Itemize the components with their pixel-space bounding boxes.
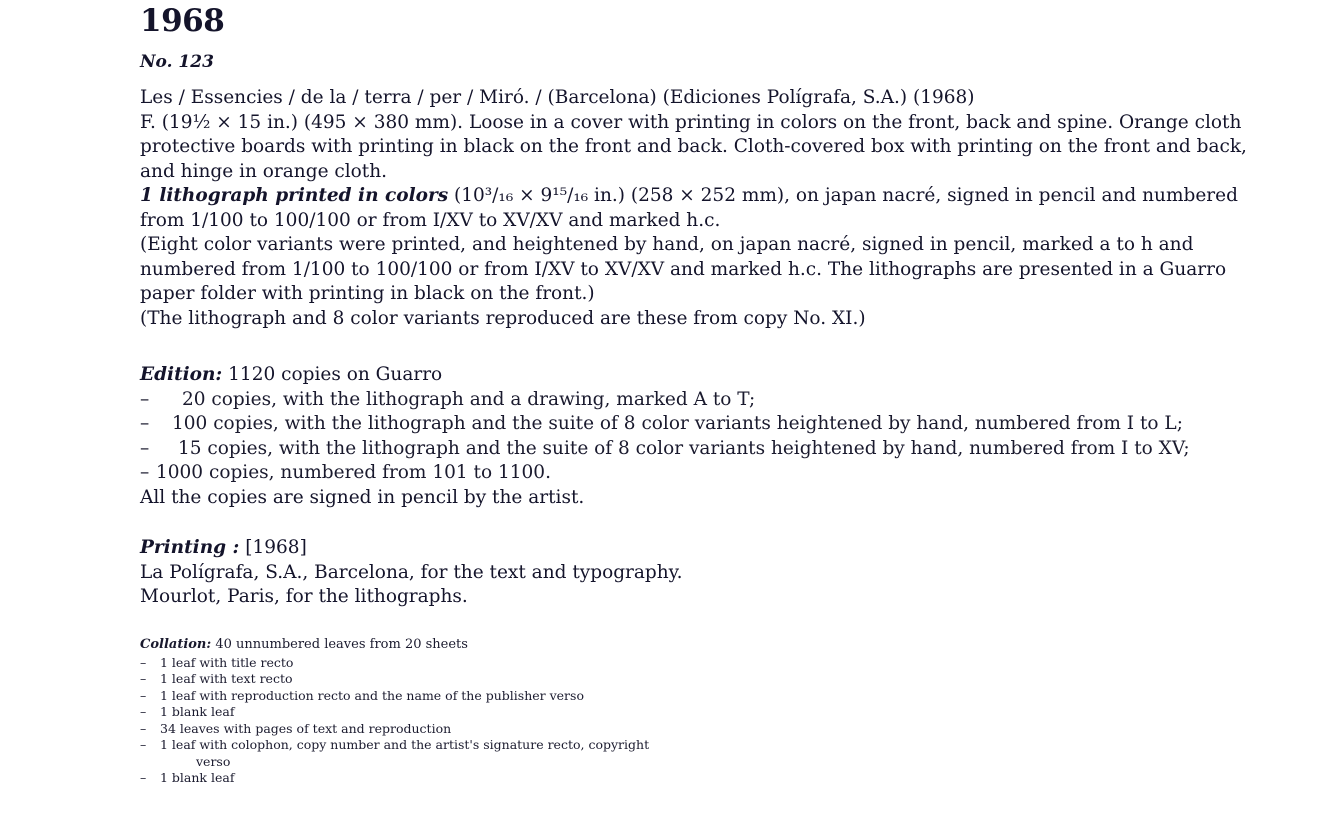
catalogue-entry [140, 0, 1270, 787]
title-line: Les / Essencies / de la / terra / per / Miró. / (Barcelona) (Ediciones Polígrafa, S.A.) (1968) [140, 87, 975, 108]
collation-block [140, 636, 1270, 787]
list-item [140, 688, 1270, 705]
dash-icon: – [140, 671, 147, 686]
lithograph-text: (10³/₁₆ × 9¹⁵/₁₆ in.) (258 × 252 mm), on japan nacré, signed in pencil and numbered from 1/100 to 100/100 or from I/XV to XV/XV and marked h.c. [140, 185, 1238, 231]
edition-item-text: 20 copies, with the lithograph and a drawing, marked A to T; [182, 388, 756, 410]
list-item [140, 412, 1270, 437]
printing-label: Printing : [140, 537, 240, 558]
lithograph-label: 1 lithograph printed in colors [140, 185, 449, 206]
edition-item-text: 1000 copies, numbered from 101 to 1100. [156, 462, 551, 483]
collation-value: 40 unnumbered leaves from 20 sheets [215, 636, 468, 652]
edition-line [140, 363, 1270, 388]
edition-block [140, 363, 1270, 510]
edition-label: Edition: [140, 364, 223, 385]
dash-icon: – [140, 388, 150, 410]
list-item [140, 655, 1270, 672]
list-item [140, 437, 1270, 462]
edition-list [140, 388, 1270, 486]
list-item [140, 671, 1270, 688]
printing-value: [1968] [245, 537, 307, 558]
title-block [140, 86, 1270, 331]
collation-label: Collation: [140, 636, 212, 652]
list-item [140, 770, 1270, 787]
dash-icon: – [140, 737, 147, 752]
lithograph-line [140, 184, 1270, 233]
collation-item-text: 1 leaf with reproduction recto and the name of the publisher verso [160, 687, 584, 703]
dash-icon: – [140, 720, 147, 736]
list-item [140, 704, 1270, 721]
edition-value: 1120 copies on Guarro [228, 364, 443, 385]
catalogue-number: No. 123 [140, 52, 214, 72]
collation-list [140, 655, 1270, 787]
page-title: 1968 [140, 3, 225, 39]
collation-line [140, 636, 1270, 653]
physical-description: F. (19½ × 15 in.) (495 × 380 mm). Loose in a cover with printing in colors on the front, back and spine. Orange cloth protective boards with printing in black on the front and back. Cloth-covered box with printing on the front and back, and hinge in orange cloth. [140, 111, 1247, 182]
collation-item-main: 1 leaf with colophon, copy number and the artist's signature recto, copyright [160, 737, 650, 752]
list-item [140, 461, 1270, 486]
spacer [140, 331, 1270, 347]
list-item [140, 737, 1270, 770]
collation-item-text: 34 leaves with pages of text and reproduction [160, 720, 452, 736]
edition-item-text: 100 copies, with the lithograph and the suite of 8 color variants heightened by hand, numbered from I to L; [172, 413, 1183, 434]
printing-detail: Mourlot, Paris, for the lithographs. [140, 586, 468, 607]
dash-icon: – [140, 704, 147, 719]
dash-icon: – [140, 462, 150, 483]
list-item [140, 388, 1270, 413]
dash-icon: – [140, 770, 147, 785]
dash-icon: – [140, 437, 150, 459]
printing-detail: La Polígrafa, S.A., Barcelona, for the text and typography. [140, 561, 683, 583]
dash-icon: – [140, 654, 147, 670]
collation-item-text: 1 leaf with text recto [160, 671, 293, 686]
reproduction-note: (The lithograph and 8 color variants reproduced are these from copy No. XI.) [140, 307, 866, 329]
dash-icon: – [140, 413, 150, 434]
collation-item-text: 1 blank leaf [160, 770, 235, 785]
collation-item-text: 1 blank leaf [160, 704, 235, 719]
collation-item-text [160, 737, 649, 770]
edition-item-text: 15 copies, with the lithograph and the suite of 8 color variants heightened by hand, numbered from I to XV; [178, 437, 1190, 459]
edition-footnote: All the copies are signed in pencil by the artist. [140, 486, 585, 508]
printing-line [140, 536, 1270, 561]
printing-block [140, 536, 1270, 610]
list-item [140, 721, 1270, 738]
collation-item-text: 1 leaf with title recto [160, 654, 294, 670]
variants-note: (Eight color variants were printed, and heightened by hand, on japan nacré, signed in pencil, marked a to h and numbered from 1/100 to 100/100 or from I/XV to XV/XV and marked h.c. The lithographs are presented in a Guarro paper folder with printing in black on the front.) [140, 234, 1227, 304]
collation-item-continuation: verso [196, 753, 231, 769]
dash-icon: – [140, 687, 147, 703]
